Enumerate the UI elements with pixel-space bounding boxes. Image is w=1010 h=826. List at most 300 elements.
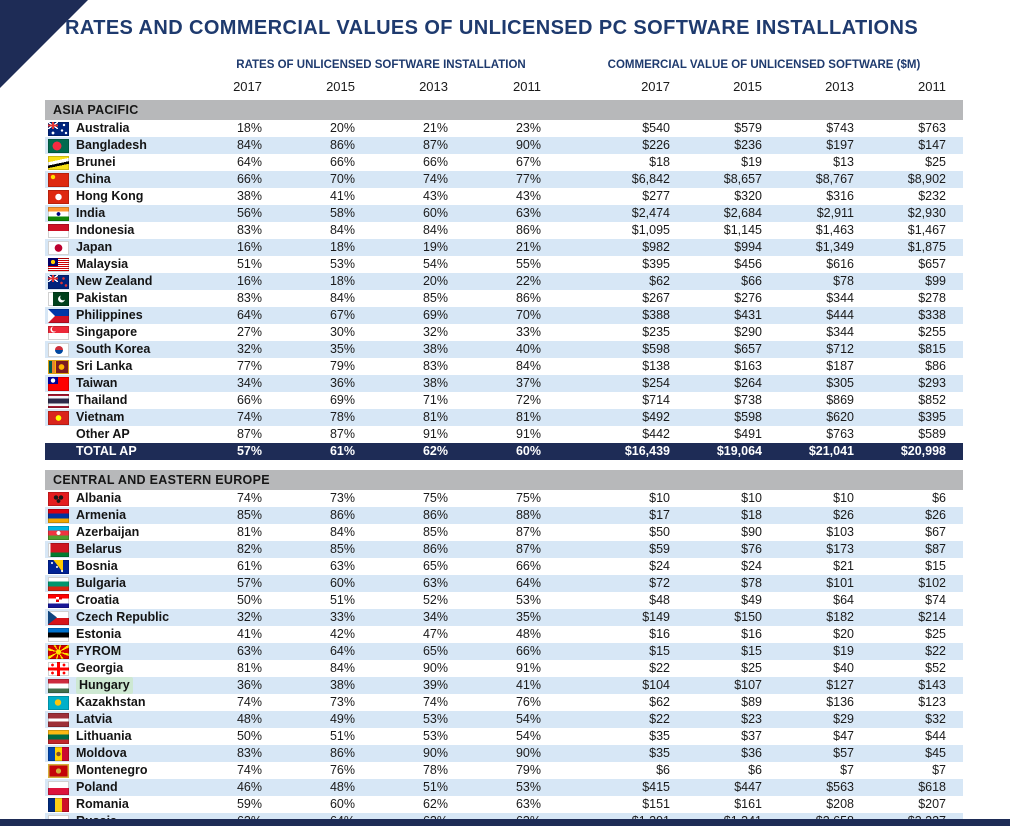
value-2017: $415 xyxy=(642,780,670,794)
column-gap xyxy=(567,256,580,273)
rate-2017: 18% xyxy=(236,121,262,135)
rate-2013: 83% xyxy=(422,359,448,373)
value-2013: $344 xyxy=(826,291,854,305)
flag-fyrom-icon xyxy=(48,645,69,659)
section-central-and-eastern-europe xyxy=(45,470,963,826)
value-2011: $278 xyxy=(918,291,946,305)
rate-2015: 33% xyxy=(329,610,355,624)
country-name: Croatia xyxy=(76,593,120,607)
rate-2011: 66% xyxy=(515,644,541,658)
country-cell xyxy=(45,222,195,239)
rate-2011: 48% xyxy=(515,627,541,641)
country-name: Albania xyxy=(76,491,122,505)
value-2015: $163 xyxy=(734,359,762,373)
rate-2017: 27% xyxy=(236,325,262,339)
flag-brunei-icon xyxy=(48,156,69,170)
rate-2015: 67% xyxy=(329,308,355,322)
value-2015: $49 xyxy=(741,593,762,607)
country-name: Latvia xyxy=(76,712,113,726)
column-gap xyxy=(567,575,580,592)
value-2011: $26 xyxy=(925,508,946,522)
value-2011: $618 xyxy=(918,780,946,794)
value-2011: $338 xyxy=(918,308,946,322)
country-cell xyxy=(45,507,195,524)
country-cell xyxy=(45,443,195,460)
country-row xyxy=(45,524,963,541)
column-gap xyxy=(567,660,580,677)
country-row xyxy=(45,239,963,256)
value-2015: $994 xyxy=(734,240,762,254)
country-name: Philippines xyxy=(76,308,143,322)
rate-2017: 16% xyxy=(236,274,262,288)
rate-2011: 90% xyxy=(515,138,541,152)
column-gap xyxy=(567,626,580,643)
values-year-2011: 2011 xyxy=(918,79,946,94)
rate-2015: 86% xyxy=(329,138,355,152)
value-2015: $320 xyxy=(734,189,762,203)
column-gap xyxy=(567,188,580,205)
value-2015: $90 xyxy=(741,525,762,539)
rate-2017: 81% xyxy=(236,525,262,539)
column-gap xyxy=(567,74,580,100)
rate-2011: 63% xyxy=(515,797,541,811)
country-name: Sri Lanka xyxy=(76,359,133,373)
value-2013: $344 xyxy=(826,325,854,339)
rate-2011: 67% xyxy=(515,155,541,169)
flag-hungary-icon xyxy=(48,679,69,693)
value-2013: $620 xyxy=(826,410,854,424)
country-row xyxy=(45,779,963,796)
flag-southkorea-icon xyxy=(48,343,69,357)
total-label: TOTAL AP xyxy=(76,444,137,458)
rate-2017: 57% xyxy=(236,576,262,590)
rate-2011: 54% xyxy=(515,712,541,726)
value-2011: $86 xyxy=(925,359,946,373)
value-2015: $2,684 xyxy=(723,206,762,220)
country-row xyxy=(45,558,963,575)
country-row xyxy=(45,307,963,324)
column-gap xyxy=(567,609,580,626)
rate-2017: 82% xyxy=(236,542,262,556)
value-2011: $7 xyxy=(932,763,946,777)
value-2011: $143 xyxy=(918,678,946,692)
value-2011: $852 xyxy=(918,393,946,407)
column-gap xyxy=(567,541,580,558)
value-2011: $1,875 xyxy=(907,240,946,254)
values-year-2017: 2017 xyxy=(641,79,670,94)
country-cell xyxy=(45,409,195,426)
value-2013: $869 xyxy=(826,393,854,407)
country-name: Romania xyxy=(76,797,129,811)
country-row xyxy=(45,490,963,507)
value-2017: $254 xyxy=(642,376,670,390)
rate-2015: 76% xyxy=(329,763,355,777)
country-cell xyxy=(45,660,195,677)
country-row xyxy=(45,273,963,290)
country-row xyxy=(45,324,963,341)
section-asia-pacific xyxy=(45,100,963,460)
flag-australia-icon xyxy=(48,122,69,136)
column-gap xyxy=(567,120,580,137)
country-row xyxy=(45,120,963,137)
country-cell xyxy=(45,796,195,813)
rate-2013: 38% xyxy=(422,342,448,356)
value-2017: $62 xyxy=(649,695,670,709)
flag-bangladesh-icon xyxy=(48,139,69,153)
country-cell xyxy=(45,171,195,188)
value-2013: $763 xyxy=(826,427,854,441)
rate-2015: 63% xyxy=(329,559,355,573)
value-2017: $10 xyxy=(649,491,670,505)
value-2011: $657 xyxy=(918,257,946,271)
rate-2013: 62% xyxy=(422,444,448,458)
rate-2013: 71% xyxy=(422,393,448,407)
column-gap xyxy=(567,239,580,256)
rate-2015: 60% xyxy=(329,797,355,811)
value-2013: $40 xyxy=(833,661,854,675)
value-2015: $290 xyxy=(734,325,762,339)
column-gap xyxy=(567,205,580,222)
column-gap xyxy=(567,558,580,575)
country-name: FYROM xyxy=(76,644,122,658)
section-header xyxy=(45,470,963,490)
rate-2017: 84% xyxy=(236,138,262,152)
country-cell xyxy=(45,677,195,694)
rate-2011: 86% xyxy=(515,291,541,305)
rate-2011: 21% xyxy=(515,240,541,254)
value-2011: $22 xyxy=(925,644,946,658)
value-2015: $18 xyxy=(741,508,762,522)
flag-pakistan-icon xyxy=(48,292,69,306)
flag-romania-icon xyxy=(48,798,69,812)
rate-2017: 50% xyxy=(236,729,262,743)
rate-2013: 62% xyxy=(422,797,448,811)
country-cell xyxy=(45,307,195,324)
value-2011: $74 xyxy=(925,593,946,607)
rate-2017: 81% xyxy=(236,661,262,675)
value-2017: $48 xyxy=(649,593,670,607)
section-header xyxy=(45,100,963,120)
country-cell xyxy=(45,779,195,796)
country-name: Malaysia xyxy=(76,257,129,271)
rate-2015: 49% xyxy=(329,712,355,726)
country-row xyxy=(45,358,963,375)
data-table xyxy=(45,56,963,826)
value-2015: $66 xyxy=(741,274,762,288)
rate-2013: 87% xyxy=(422,138,448,152)
rate-2013: 38% xyxy=(422,376,448,390)
value-2017: $2,474 xyxy=(631,206,670,220)
value-2011: $123 xyxy=(918,695,946,709)
value-2015: $491 xyxy=(734,427,762,441)
country-row xyxy=(45,409,963,426)
value-2013: $182 xyxy=(826,610,854,624)
rate-2017: 32% xyxy=(236,342,262,356)
rate-2015: 86% xyxy=(329,746,355,760)
value-2017: $72 xyxy=(649,576,670,590)
rate-2011: 72% xyxy=(515,393,541,407)
rate-2015: 58% xyxy=(329,206,355,220)
rate-2013: 91% xyxy=(422,427,448,441)
value-2011: $25 xyxy=(925,155,946,169)
rate-2013: 54% xyxy=(422,257,448,271)
rates-year-2013: 2013 xyxy=(419,79,448,94)
rate-2013: 53% xyxy=(422,729,448,743)
value-2015: $10 xyxy=(741,491,762,505)
bottom-bar-decoration xyxy=(0,819,1010,826)
value-2017: $16 xyxy=(649,627,670,641)
rate-2013: 34% xyxy=(422,610,448,624)
value-2017: $151 xyxy=(642,797,670,811)
rate-2015: 18% xyxy=(329,274,355,288)
rate-2013: 85% xyxy=(422,525,448,539)
value-2017: $104 xyxy=(642,678,670,692)
section-label: ASIA PACIFIC xyxy=(53,103,139,117)
rate-2017: 74% xyxy=(236,491,262,505)
column-gap xyxy=(567,745,580,762)
value-2013: $13 xyxy=(833,155,854,169)
column-gap xyxy=(567,409,580,426)
value-2013: $20 xyxy=(833,627,854,641)
country-cell xyxy=(45,273,195,290)
rate-2011: 54% xyxy=(515,729,541,743)
country-cell xyxy=(45,711,195,728)
country-name: Kazakhstan xyxy=(76,695,146,709)
rate-2015: 51% xyxy=(329,729,355,743)
value-2017: $388 xyxy=(642,308,670,322)
rate-2017: 66% xyxy=(236,172,262,186)
rate-2011: 76% xyxy=(515,695,541,709)
column-gap xyxy=(567,392,580,409)
rate-2017: 57% xyxy=(236,444,262,458)
rate-2017: 16% xyxy=(236,240,262,254)
rate-2017: 59% xyxy=(236,797,262,811)
rate-2017: 41% xyxy=(236,627,262,641)
country-name: Azerbaijan xyxy=(76,525,140,539)
rate-2017: 83% xyxy=(236,291,262,305)
country-cell xyxy=(45,239,195,256)
rate-2011: 23% xyxy=(515,121,541,135)
column-gap xyxy=(567,290,580,307)
table-sections xyxy=(45,100,963,826)
rate-2017: 83% xyxy=(236,746,262,760)
column-gap xyxy=(567,796,580,813)
rate-2015: 84% xyxy=(329,291,355,305)
value-2013: $127 xyxy=(826,678,854,692)
country-row xyxy=(45,643,963,660)
column-gap xyxy=(567,273,580,290)
rate-2013: 51% xyxy=(422,780,448,794)
rate-2011: 40% xyxy=(515,342,541,356)
rate-2017: 36% xyxy=(236,678,262,692)
year-header-row xyxy=(45,74,963,100)
value-2015: $579 xyxy=(734,121,762,135)
column-gap xyxy=(567,694,580,711)
country-row xyxy=(45,609,963,626)
rate-2017: 48% xyxy=(236,712,262,726)
country-row xyxy=(45,290,963,307)
rate-2015: 61% xyxy=(329,444,355,458)
flag-estonia-icon xyxy=(48,628,69,642)
value-2015: $8,657 xyxy=(723,172,762,186)
column-gap xyxy=(567,643,580,660)
value-2017: $59 xyxy=(649,542,670,556)
flag-georgia-icon xyxy=(48,662,69,676)
flag-hongkong-icon xyxy=(48,190,69,204)
value-2015: $19 xyxy=(741,155,762,169)
country-cell xyxy=(45,541,195,558)
rate-2013: 78% xyxy=(422,763,448,777)
column-gap xyxy=(567,711,580,728)
value-2015: $36 xyxy=(741,746,762,760)
rate-2015: 86% xyxy=(329,508,355,522)
rate-2015: 84% xyxy=(329,525,355,539)
rate-2013: 43% xyxy=(422,189,448,203)
rate-2015: 64% xyxy=(329,644,355,658)
country-row xyxy=(45,171,963,188)
value-2013: $1,349 xyxy=(815,240,854,254)
rate-2017: 38% xyxy=(236,189,262,203)
country-row xyxy=(45,154,963,171)
flag-moldova-icon xyxy=(48,747,69,761)
rate-2011: 79% xyxy=(515,763,541,777)
country-name: Poland xyxy=(76,780,118,794)
country-name: Bangladesh xyxy=(76,138,147,152)
flag-malaysia-icon xyxy=(48,258,69,272)
value-2013: $305 xyxy=(826,376,854,390)
rate-2015: 30% xyxy=(329,325,355,339)
flag-bosnia-icon xyxy=(48,560,69,574)
country-cell xyxy=(45,728,195,745)
rate-2011: 91% xyxy=(515,661,541,675)
country-cell xyxy=(45,324,195,341)
value-2017: $6 xyxy=(656,763,670,777)
country-name: China xyxy=(76,172,111,186)
country-row xyxy=(45,205,963,222)
rate-2017: 46% xyxy=(236,780,262,794)
country-row xyxy=(45,575,963,592)
country-name: Thailand xyxy=(76,393,128,407)
country-name: Japan xyxy=(76,240,113,254)
rate-2015: 69% xyxy=(329,393,355,407)
rate-2017: 83% xyxy=(236,223,262,237)
value-2013: $21 xyxy=(833,559,854,573)
country-cell xyxy=(45,524,195,541)
section-label: CENTRAL AND EASTERN EUROPE xyxy=(53,473,270,487)
value-2015: $1,145 xyxy=(723,223,762,237)
value-2015: $6 xyxy=(748,763,762,777)
value-2017: $35 xyxy=(649,729,670,743)
value-2011: $763 xyxy=(918,121,946,135)
country-name: Australia xyxy=(76,121,130,135)
rate-2011: 33% xyxy=(515,325,541,339)
value-2013: $29 xyxy=(833,712,854,726)
value-2017: $540 xyxy=(642,121,670,135)
value-2011: $25 xyxy=(925,627,946,641)
country-cell xyxy=(45,341,195,358)
value-2015: $236 xyxy=(734,138,762,152)
rates-year-2017: 2017 xyxy=(233,79,262,94)
column-gap xyxy=(567,507,580,524)
column-gap xyxy=(567,171,580,188)
rate-2013: 63% xyxy=(422,576,448,590)
value-2017: $138 xyxy=(642,359,670,373)
value-2011: $8,902 xyxy=(907,172,946,186)
country-name: Moldova xyxy=(76,746,127,760)
value-2011: $99 xyxy=(925,274,946,288)
rate-2013: 74% xyxy=(422,695,448,709)
value-2011: $255 xyxy=(918,325,946,339)
value-2013: $616 xyxy=(826,257,854,271)
country-cell xyxy=(45,137,195,154)
value-2013: $47 xyxy=(833,729,854,743)
rate-2013: 75% xyxy=(422,491,448,505)
rate-2013: 90% xyxy=(422,661,448,675)
value-2015: $78 xyxy=(741,576,762,590)
rate-2011: 70% xyxy=(515,308,541,322)
value-2015: $738 xyxy=(734,393,762,407)
rate-2015: 18% xyxy=(329,240,355,254)
rate-2011: 55% xyxy=(515,257,541,271)
rate-2011: 53% xyxy=(515,780,541,794)
rate-2015: 66% xyxy=(329,155,355,169)
rate-2015: 84% xyxy=(329,223,355,237)
rate-2015: 60% xyxy=(329,576,355,590)
column-gap xyxy=(567,443,580,460)
rate-2011: 86% xyxy=(515,223,541,237)
country-name: New Zealand xyxy=(76,274,153,288)
rate-2011: 43% xyxy=(515,189,541,203)
value-2013: $78 xyxy=(833,274,854,288)
value-2017: $149 xyxy=(642,610,670,624)
flag-thailand-icon xyxy=(48,394,69,408)
value-2011: $2,930 xyxy=(907,206,946,220)
rate-2017: 74% xyxy=(236,763,262,777)
flag-poland-icon xyxy=(48,781,69,795)
country-row xyxy=(45,188,963,205)
flag-taiwan-icon xyxy=(48,377,69,391)
rate-2013: 69% xyxy=(422,308,448,322)
value-2017: $6,842 xyxy=(631,172,670,186)
value-2013: $57 xyxy=(833,746,854,760)
value-2015: $15 xyxy=(741,644,762,658)
value-2017: $15 xyxy=(649,644,670,658)
country-name: Hungary xyxy=(76,677,133,694)
value-2011: $87 xyxy=(925,542,946,556)
rates-year-2011: 2011 xyxy=(513,79,541,94)
rate-2017: 61% xyxy=(236,559,262,573)
rate-2011: 84% xyxy=(515,359,541,373)
year-header-spacer xyxy=(45,74,195,100)
rate-2011: 88% xyxy=(515,508,541,522)
country-name: Czech Republic xyxy=(76,610,170,624)
column-gap xyxy=(567,341,580,358)
value-2013: $19 xyxy=(833,644,854,658)
value-2017: $442 xyxy=(642,427,670,441)
rate-2015: 79% xyxy=(329,359,355,373)
flag-kazakhstan-icon xyxy=(48,696,69,710)
value-2017: $714 xyxy=(642,393,670,407)
values-group-header: COMMERCIAL VALUE OF UNLICENSED SOFTWARE ($M) xyxy=(607,59,921,71)
country-row xyxy=(45,507,963,524)
country-row xyxy=(45,745,963,762)
country-cell xyxy=(45,694,195,711)
column-gap xyxy=(567,154,580,171)
value-2011: $232 xyxy=(918,189,946,203)
country-name: Indonesia xyxy=(76,223,135,237)
value-2015: $447 xyxy=(734,780,762,794)
value-2015: $431 xyxy=(734,308,762,322)
